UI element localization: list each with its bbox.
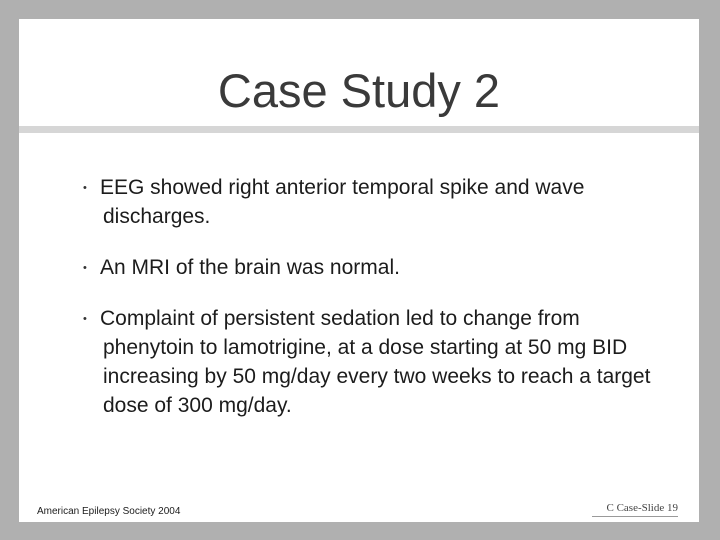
footer-slide-number: C Case-Slide 19 — [606, 502, 678, 514]
slide-title: Case Study 2 — [217, 64, 501, 117]
bullet-list — [19, 173, 699, 442]
footer-organization: American Epilepsy Society 2004 — [37, 506, 181, 517]
bullet-icon: • — [83, 313, 87, 325]
bullet-icon: • — [83, 182, 87, 194]
bullet-item — [19, 304, 699, 420]
bullet-text: EEG showed right anterior temporal spike and wave discharges. — [100, 176, 585, 228]
bullet-icon: • — [83, 262, 87, 274]
bullet-item — [19, 253, 699, 282]
bullet-text: An MRI of the brain was normal. — [100, 256, 400, 279]
bullet-item — [19, 173, 699, 231]
title-divider — [19, 126, 699, 133]
bullet-text: Complaint of persistent sedation led to change from phenytoin to lamotrigine, at a dose starting at 50 mg BID increasing by 50 mg/day every two weeks to reach a target dose of 300 mg/day. — [100, 307, 651, 417]
footer-divider — [592, 516, 678, 517]
content-panel — [19, 133, 699, 522]
title-panel — [19, 19, 699, 126]
